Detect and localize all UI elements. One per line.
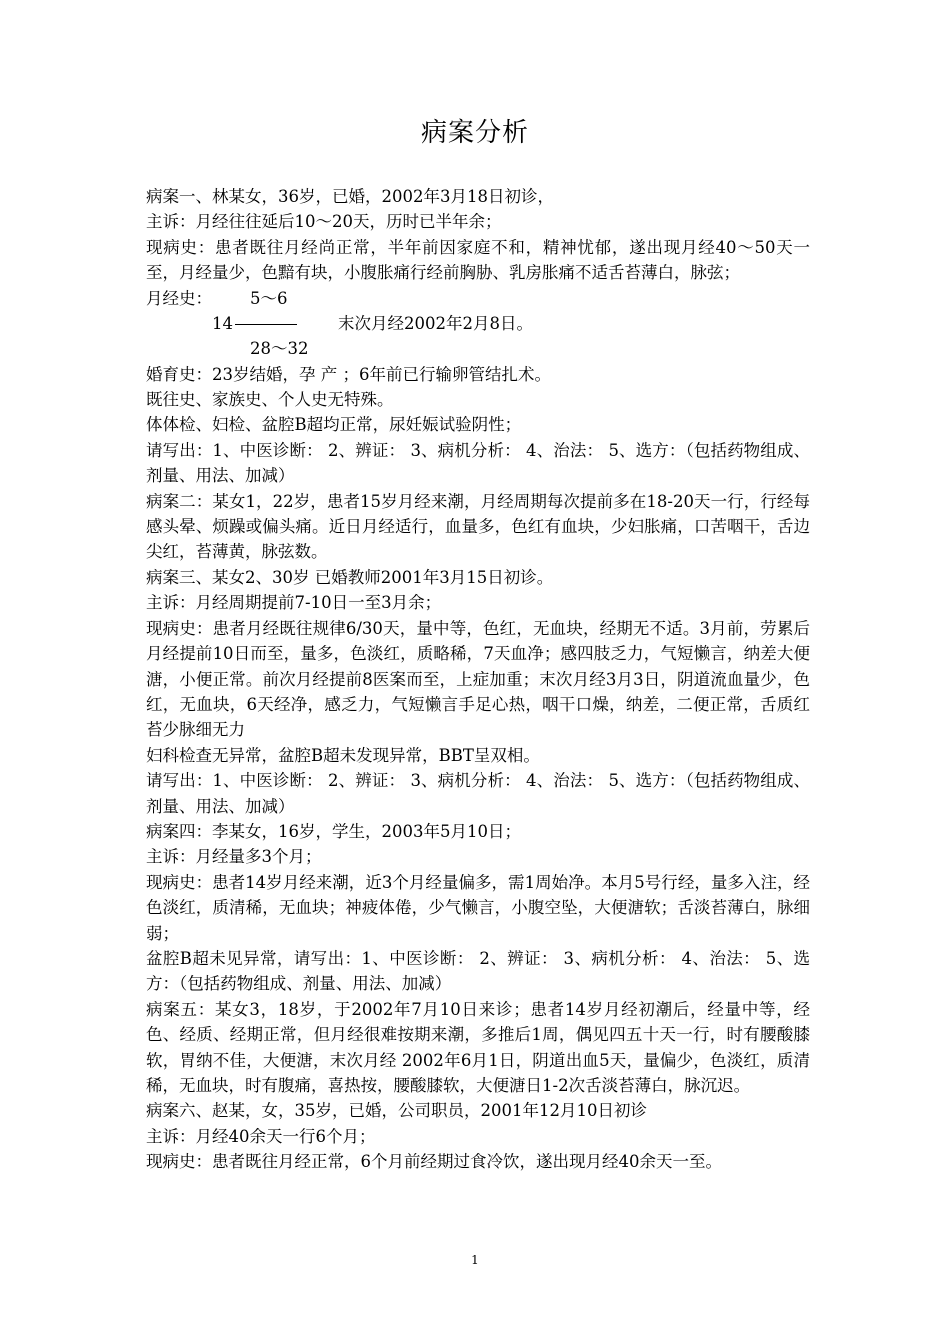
page-title: 病案分析 (420, 118, 529, 148)
menarche-age-value: 14 (212, 313, 233, 333)
case1-examination: 体体检、妇检、盆腔B超均正常，尿妊娠试验阴性； (146, 415, 522, 435)
menstrual-history-label: 月经史： (146, 288, 212, 308)
case1-header: 病案一、林某女，36岁，已婚，2002年3月18日初诊， (146, 187, 554, 206)
case1-past-history: 既往史、家族史、个人史无特殊。 (146, 390, 394, 410)
menstrual-duration: 5～6 (250, 288, 288, 308)
case1-marriage-history: 婚育史：23岁结婚，孕 产 ；6年前已行输卵管结扎术。 (146, 364, 551, 384)
case6-history: 现病史：患者既往月经正常，6个月前经期过食冷饮，遂出现月经40余天一至。 (146, 1152, 722, 1172)
case4-questions: 盆腔B超未见异常，请写出：1、中医诊断： 2、辨证： 3、病机分析： 4、治法： 5、选方：（包括药物组成、剂量、用法、加减） (146, 948, 810, 994)
case2-text: 病案二：某女1，22岁，患者15岁月经来潮，月经周期每次提前多在18-20天一行，行经每感头晕、烦躁或偏头痛。近日月经适行，血量多，色红有血块，少妇胀痛，口苦咽干，舌边尖红，苔薄黄，脉弦数。 (146, 491, 810, 562)
document-body (146, 184, 810, 1175)
case4-header: 病案四：李某女，16岁，学生，2003年5月10日； (146, 821, 521, 841)
menstrual-history-formula (146, 286, 810, 362)
case3-complaint: 主诉：月经周期提前7-10日一至3月余； (146, 593, 442, 613)
case3-history: 现病史：患者月经既往规律6/30天，量中等，色红，无血块，经期无不适。3月前，劳累后月经提前10日而至，量多，色淡红，质略稀，7天血净；感四肢乏力，气短懒言，纳差大便溏，小便正常。前次月经提前8医案而至，上症加重；末次月经3月3日，阴道流血量少，色红，无血块，6天经净，感乏力，气短懒言手足心热，咽干口燥，纳差，二便正常，舌质红苔少脉细无力 (146, 618, 810, 740)
case5-text: 病案五：某女3，18岁，于2002年7月10日来诊；患者14岁月经初潮后，经量中等，经色、经质、经期正常，但月经很难按期来潮，多推后1周，偶见四五十天一行，时有腰酸膝软，胃纳不佳，大便溏，末次月经 2002年6月1日，阴道出血5天，量偏少，色淡红，质清稀，无血块，时有腹痛，喜热按，腰酸膝软，大便溏日1-2次舌淡苔薄白，脉沉迟。 (146, 999, 810, 1095)
menarche-age (212, 311, 297, 336)
case3-questions: 请写出：1、中医诊断： 2、辨证： 3、病机分析： 4、治法： 5、选方：（包括药物组成、剂量、用法、加减） (146, 771, 810, 816)
case6-header: 病案六、赵某，女，35岁，已婚，公司职员，2001年12月10日初诊 (146, 1101, 647, 1121)
page-number: 1 (471, 1253, 479, 1267)
case4-history: 现病史：患者14岁月经来潮，近3个月经量偏多，需1周始净。本月5号行经，量多入注，经色淡红，质清稀，无血块；神疲体倦，少气懒言，小腹空坠，大便溏软；舌淡苔薄白，脉细弱； (146, 872, 810, 943)
case3-examination: 妇科检查无异常，盆腔B超未发现异常，BBT呈双相。 (146, 745, 540, 765)
menstrual-cycle: 28～32 (250, 338, 309, 358)
case1-complaint: 主诉：月经往往延后10～20天，历时已半年余； (146, 212, 502, 232)
case3-header: 病案三、某女2、30岁 已婚教师2001年3月15日初诊。 (146, 567, 554, 587)
case1-questions: 请写出：1、中医诊断： 2、辨证： 3、病机分析： 4、治法： 5、选方：（包括药物组成、剂量、用法、加减） (146, 440, 810, 486)
case1-history: 现病史：患者既往月经尚正常，半年前因家庭不和，精神忧郁，遂出现月经40～50天一至，月经量少，色黯有块，小腹胀痛行经前胸胁、乳房胀痛不适舌苔薄白，脉弦； (146, 237, 810, 283)
last-menstrual-period: 末次月经2002年2月8日。 (338, 313, 533, 333)
case4-complaint: 主诉：月经量多3个月； (146, 847, 322, 867)
fraction-line (235, 324, 297, 325)
case6-complaint: 主诉：月经40余天一行6个月； (146, 1126, 376, 1146)
